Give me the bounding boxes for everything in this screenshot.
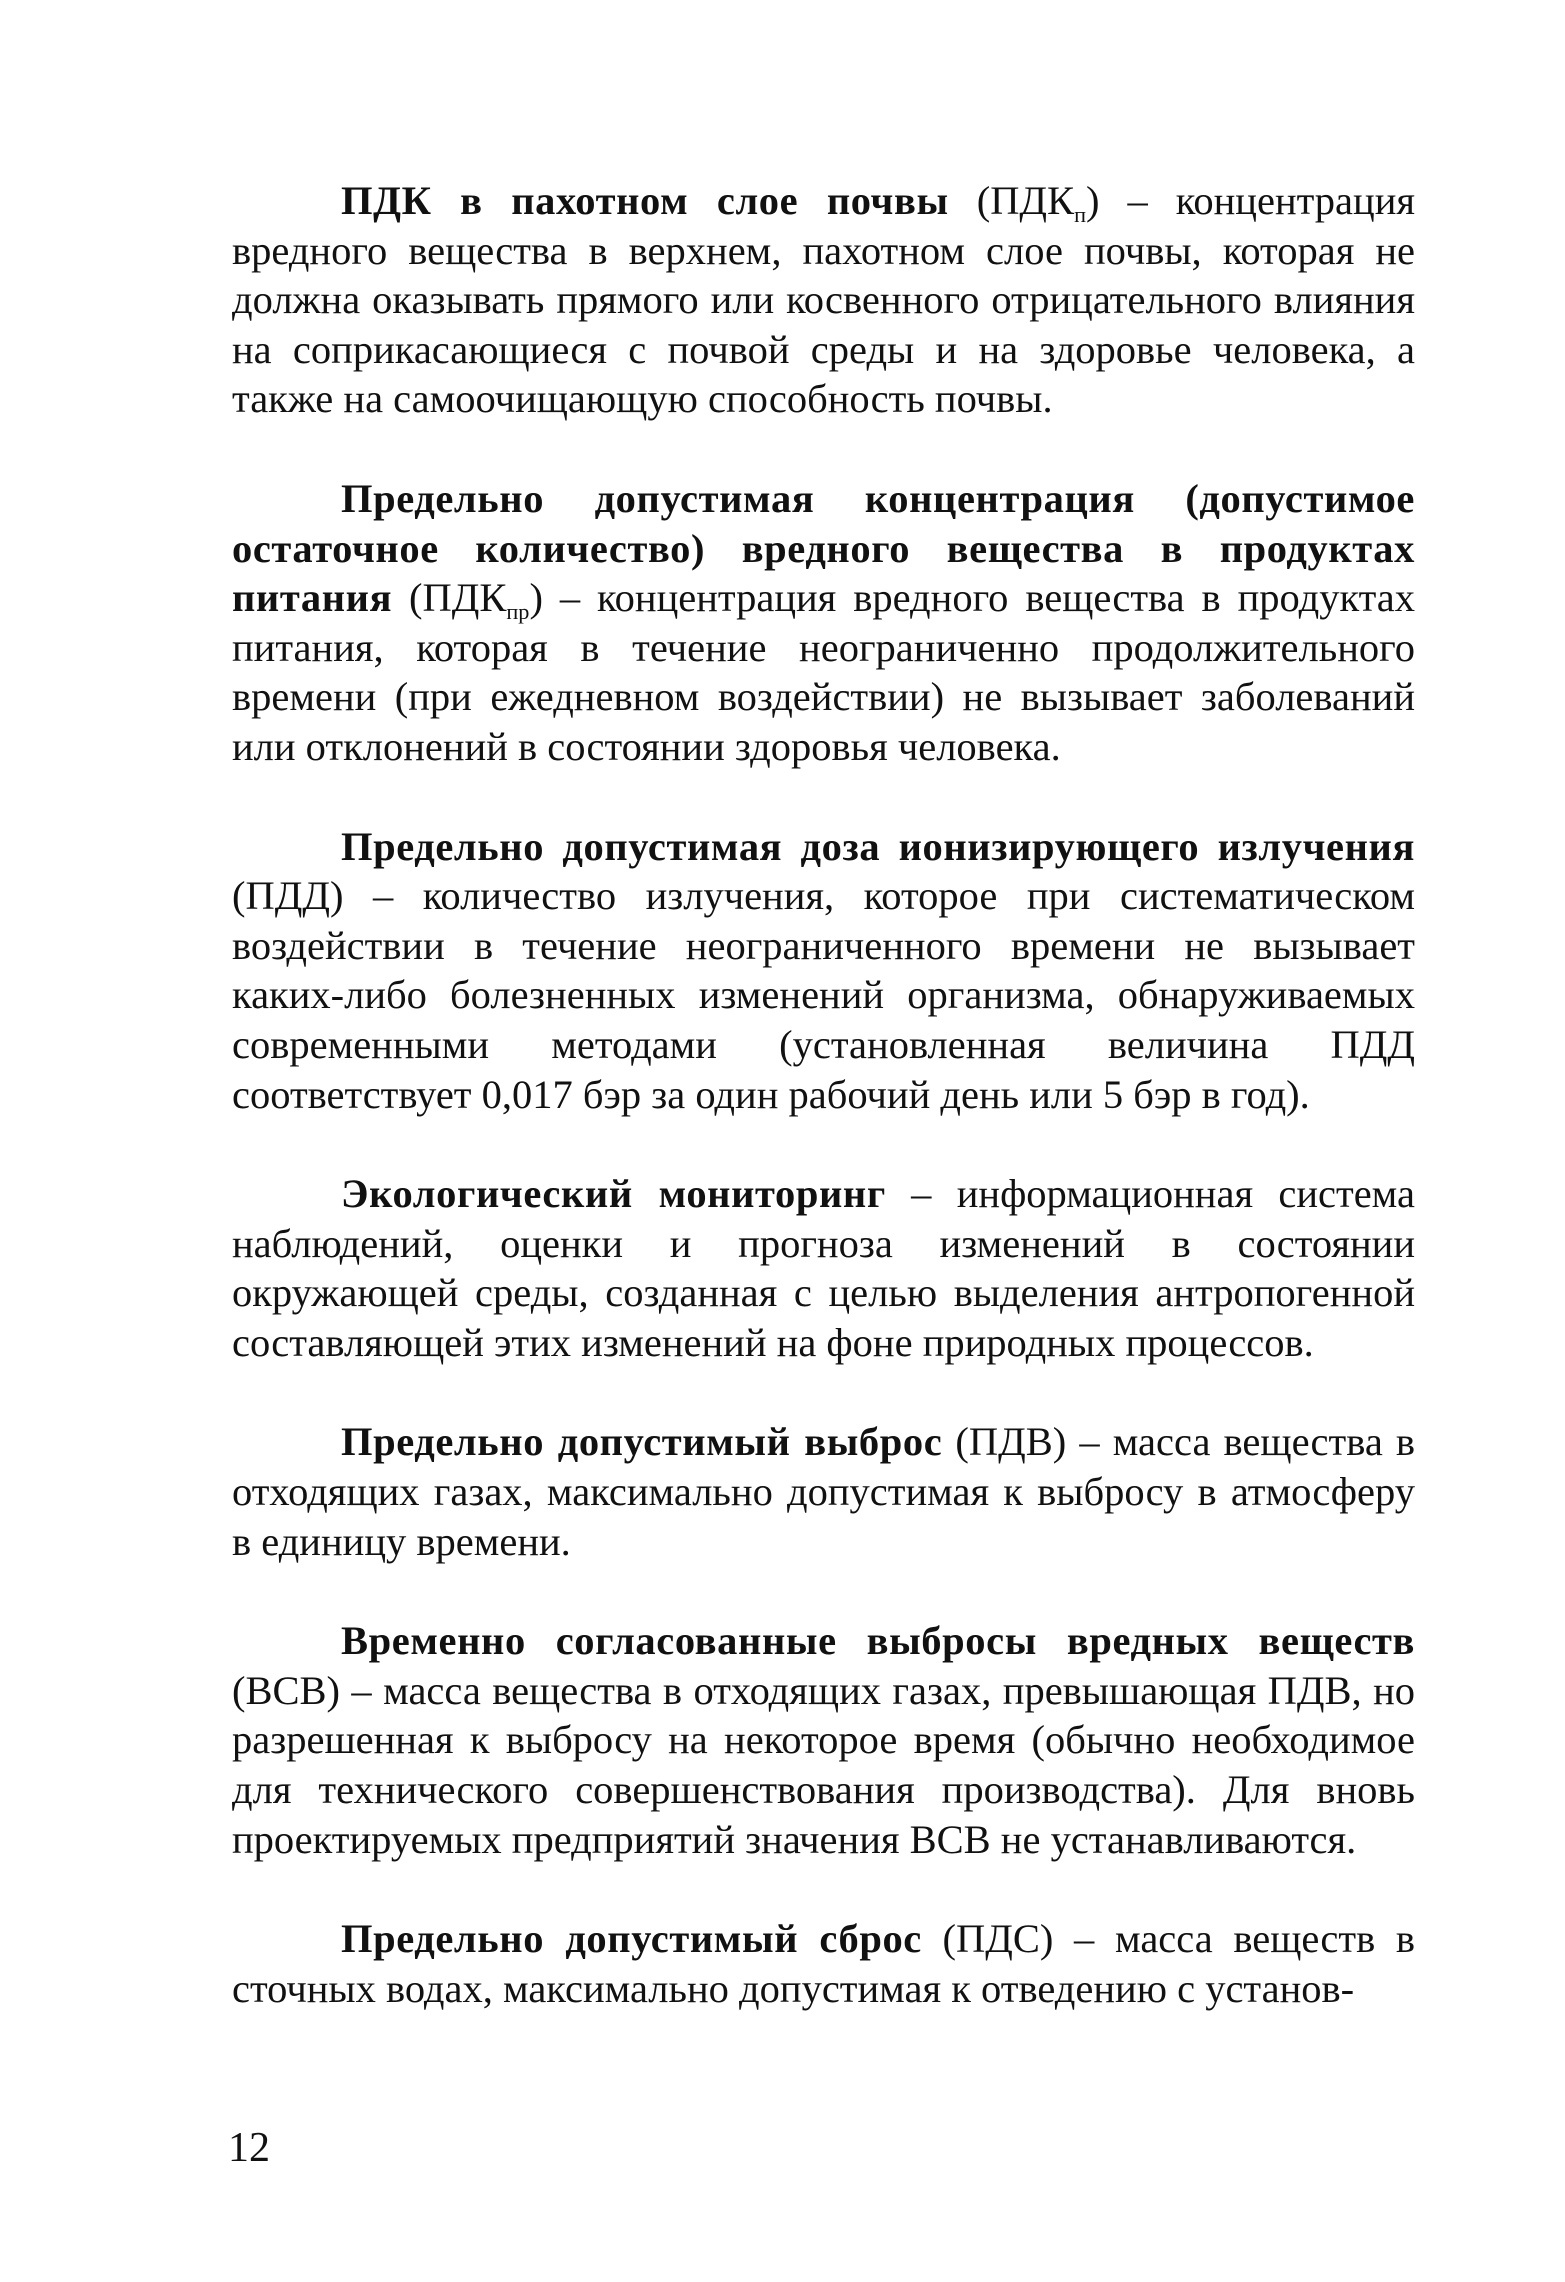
abbreviation: $(ПДК_п)$	[948, 178, 1100, 227]
term-heading: Предельно допустимый выброс	[341, 1419, 943, 1465]
definition-text: – концентрация вредного вещества в продуктах питания, которая в течение неограниченно продолжительного времени (при ежедневном воздействии) не вызывает заболеваний или отклонений в состоянии здоровья человека.	[232, 575, 1415, 769]
definition-pdk-food	[232, 474, 1415, 772]
definition-text: (ПДД) – количество излучения, которое при систематическом воздействии в течение неограниченного времени не вызывает каких-либо болезненных изменений организма, обнаруживаемых современными методами (установленная величина ПДД соответствует 0,017 бэр за один рабочий день или 5 бэр в год).	[232, 873, 1415, 1117]
definition-pdd	[232, 822, 1415, 1120]
definition-pdk-soil	[232, 176, 1415, 424]
subscript: п	[1074, 201, 1086, 227]
definition-eco-monitoring	[232, 1169, 1415, 1367]
term-heading: Временно согласованные выбросы вредных веществ	[341, 1618, 1415, 1664]
abbreviation: $(ПДК_{пр})$	[392, 575, 543, 624]
definition-pds	[232, 1914, 1415, 2013]
page-body	[232, 176, 1415, 2063]
subscript: пр	[506, 598, 530, 624]
definition-text: – концентрация вредного вещества в верхнем, пахотном слое почвы, которая не должна оказывать прямого или косвенного отрицательного влияния на соприкасающиеся с почвой среды и на здоровье человека, а также на самоочищающую способность почвы.	[232, 178, 1416, 422]
definition-text: (ВСВ) – масса вещества в отходящих газах, превышающая ПДВ, но разрешенная к выбросу на некоторое время (обычно необходимое для технического совершенствования производства). Для вновь проектируемых предприятий значения ВСВ не устанавливаются.	[232, 1667, 1415, 1862]
definition-vsv	[232, 1616, 1415, 1864]
term-heading: Экологический мониторинг	[341, 1171, 886, 1217]
page-number: 12	[228, 2125, 270, 2171]
term-heading: Предельно допустимая концентрация (допустимое остаточное количество) вредного вещества в продуктах питания	[232, 475, 1415, 621]
term-heading: ПДК в пахотном слое почвы	[341, 178, 949, 223]
definition-text: – информационная система наблюдений, оценки и прогноза изменений в состоянии окружающей среды, созданная с целью выделения антропогенной составляющей этих изменений на фоне природных процессов.	[232, 1171, 1416, 1365]
term-heading: Предельно допустимая доза ионизирующего излучения	[341, 823, 1415, 869]
definition-text: (ПДС) – масса веществ в сточных водах, максимально допустимая к отведению с установ-	[232, 1916, 1415, 2011]
term-heading: Предельно допустимый сброс	[341, 1916, 922, 1962]
definition-text: (ПДВ) – масса вещества в отходящих газах, максимально допустимая к выбросу в атмосферу в единицу времени.	[232, 1419, 1415, 1564]
definition-pdv	[232, 1417, 1415, 1566]
